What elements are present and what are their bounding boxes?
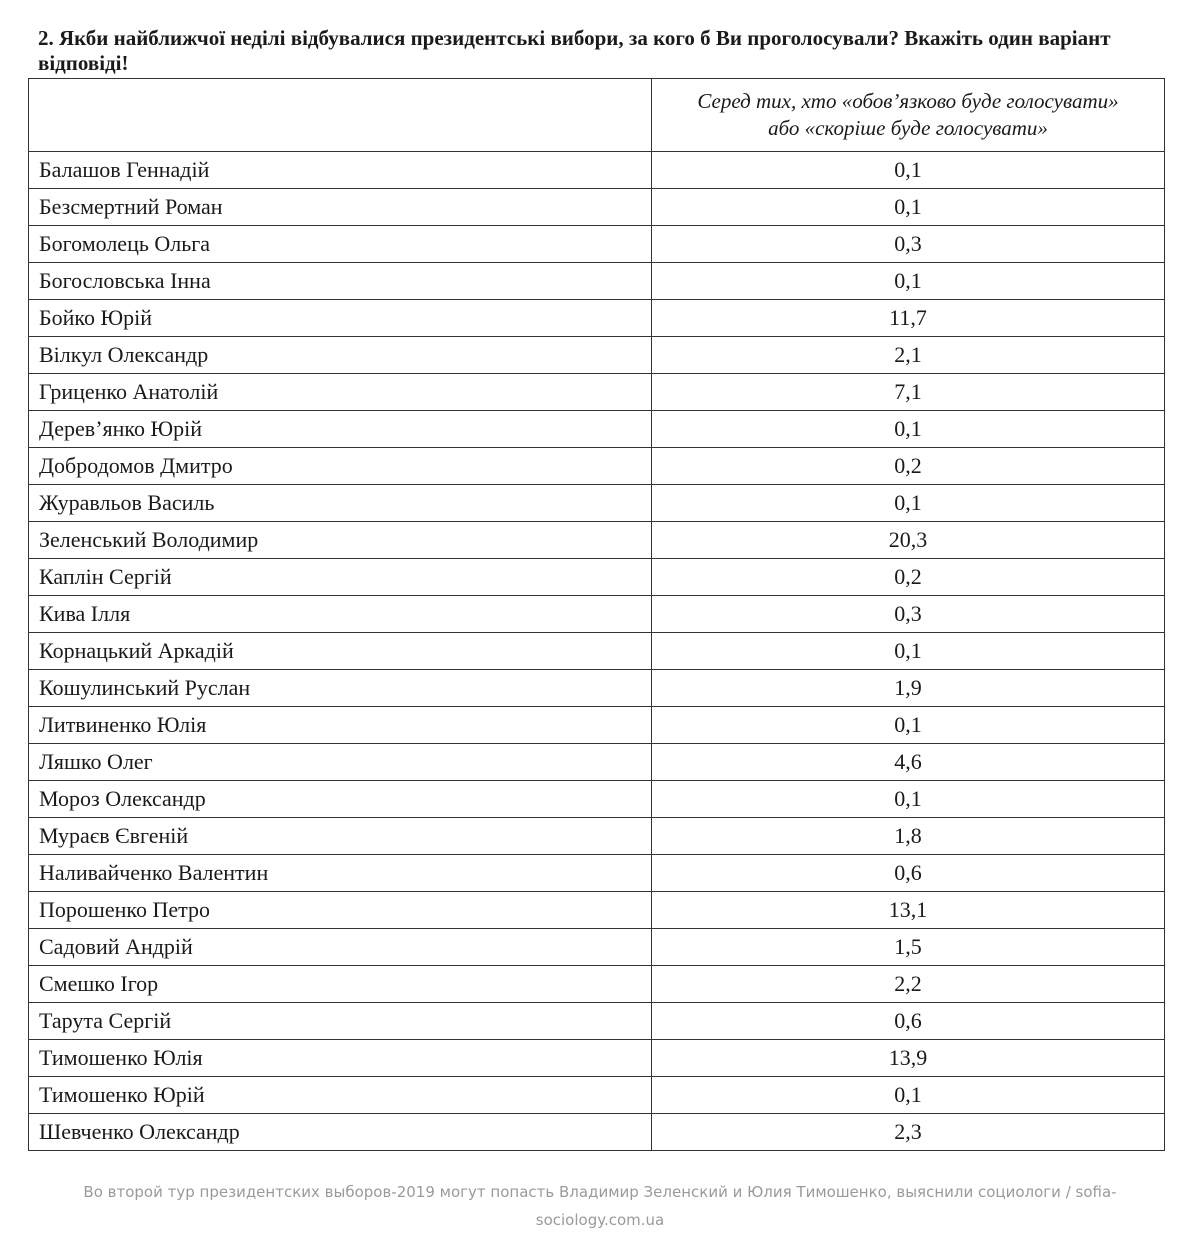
table-row [29, 522, 1165, 559]
candidate-name: Безсмертний Роман [29, 189, 652, 226]
candidate-name: Тарута Сергій [29, 1003, 652, 1040]
candidate-name: Богомолець Ольга [29, 226, 652, 263]
table-row [29, 929, 1165, 966]
candidate-name: Кошулинський Руслан [29, 670, 652, 707]
candidate-percentage: 0,2 [652, 559, 1165, 596]
candidate-percentage: 0,2 [652, 448, 1165, 485]
table-row [29, 781, 1165, 818]
table-row [29, 633, 1165, 670]
table-row [29, 1040, 1165, 1077]
image-caption-text: Во второй тур президентских выборов-2019 могут попасть Владимир Зеленский и Юлия Тимошенко, выяснили социологи / sofia-sociology.com.ua [83, 1183, 1117, 1229]
candidate-percentage: 2,1 [652, 337, 1165, 374]
table-row [29, 485, 1165, 522]
candidate-name: Журавльов Василь [29, 485, 652, 522]
table-row [29, 300, 1165, 337]
candidate-percentage: 1,9 [652, 670, 1165, 707]
table-body [29, 152, 1165, 1151]
value-column-header [652, 79, 1165, 152]
candidate-percentage: 0,1 [652, 707, 1165, 744]
candidate-name: Гриценко Анатолій [29, 374, 652, 411]
table-row [29, 337, 1165, 374]
candidate-name: Смешко Ігор [29, 966, 652, 1003]
question-heading: 2. Якби найближчої неділі відбувалися президентські вибори, за кого б Ви проголосували? Вкажіть один варіант відповіді! [38, 26, 1111, 75]
candidate-percentage: 0,1 [652, 633, 1165, 670]
table-row [29, 670, 1165, 707]
table-row [29, 263, 1165, 300]
table-row [29, 1003, 1165, 1040]
candidate-name: Богословська Інна [29, 263, 652, 300]
candidate-percentage: 0,1 [652, 411, 1165, 448]
candidate-name: Балашов Геннадій [29, 152, 652, 189]
candidate-percentage: 2,2 [652, 966, 1165, 1003]
candidate-percentage: 0,6 [652, 855, 1165, 892]
candidate-name: Наливайченко Валентин [29, 855, 652, 892]
image-caption [0, 1178, 1200, 1234]
table-row [29, 818, 1165, 855]
candidate-name: Дерев’янко Юрій [29, 411, 652, 448]
candidate-name: Ляшко Олег [29, 744, 652, 781]
table-row [29, 374, 1165, 411]
candidate-percentage: 7,1 [652, 374, 1165, 411]
candidate-percentage: 4,6 [652, 744, 1165, 781]
candidate-percentage: 1,5 [652, 929, 1165, 966]
table-row [29, 152, 1165, 189]
candidate-column-header [29, 79, 652, 152]
table-row [29, 966, 1165, 1003]
table-row [29, 189, 1165, 226]
poll-results-table [28, 78, 1165, 1151]
value-column-header-text: Серед тих, хто «обов’язково буде голосувати» або «скоріше буде голосувати» [697, 89, 1119, 140]
candidate-name: Тимошенко Юрій [29, 1077, 652, 1114]
candidate-percentage: 0,3 [652, 226, 1165, 263]
table-row [29, 855, 1165, 892]
candidate-percentage: 0,1 [652, 189, 1165, 226]
candidate-name: Каплін Сергій [29, 559, 652, 596]
candidate-name: Корнацький Аркадій [29, 633, 652, 670]
candidate-name: Мураєв Євгеній [29, 818, 652, 855]
candidate-name: Порошенко Петро [29, 892, 652, 929]
candidate-percentage: 13,9 [652, 1040, 1165, 1077]
table-row [29, 411, 1165, 448]
candidate-name: Кива Ілля [29, 596, 652, 633]
table-row [29, 707, 1165, 744]
candidate-percentage: 2,3 [652, 1114, 1165, 1151]
table-header-row [29, 79, 1165, 152]
candidate-percentage: 13,1 [652, 892, 1165, 929]
candidate-name: Добродомов Дмитро [29, 448, 652, 485]
candidate-percentage: 20,3 [652, 522, 1165, 559]
table-row [29, 1077, 1165, 1114]
table-row [29, 226, 1165, 263]
table-row [29, 744, 1165, 781]
candidate-name: Мороз Олександр [29, 781, 652, 818]
table-row [29, 596, 1165, 633]
candidate-percentage: 0,6 [652, 1003, 1165, 1040]
table-row [29, 448, 1165, 485]
candidate-percentage: 0,3 [652, 596, 1165, 633]
candidate-percentage: 1,8 [652, 818, 1165, 855]
candidate-percentage: 0,1 [652, 152, 1165, 189]
candidate-name: Вілкул Олександр [29, 337, 652, 374]
candidate-name: Бойко Юрій [29, 300, 652, 337]
candidate-name: Садовий Андрій [29, 929, 652, 966]
candidate-name: Шевченко Олександр [29, 1114, 652, 1151]
table-row [29, 1114, 1165, 1151]
candidate-percentage: 0,1 [652, 263, 1165, 300]
candidate-percentage: 11,7 [652, 300, 1165, 337]
candidate-percentage: 0,1 [652, 781, 1165, 818]
table-row [29, 559, 1165, 596]
candidate-name: Зеленський Володимир [29, 522, 652, 559]
candidate-name: Литвиненко Юлія [29, 707, 652, 744]
table-row [29, 892, 1165, 929]
candidate-percentage: 0,1 [652, 1077, 1165, 1114]
candidate-percentage: 0,1 [652, 485, 1165, 522]
candidate-name: Тимошенко Юлія [29, 1040, 652, 1077]
